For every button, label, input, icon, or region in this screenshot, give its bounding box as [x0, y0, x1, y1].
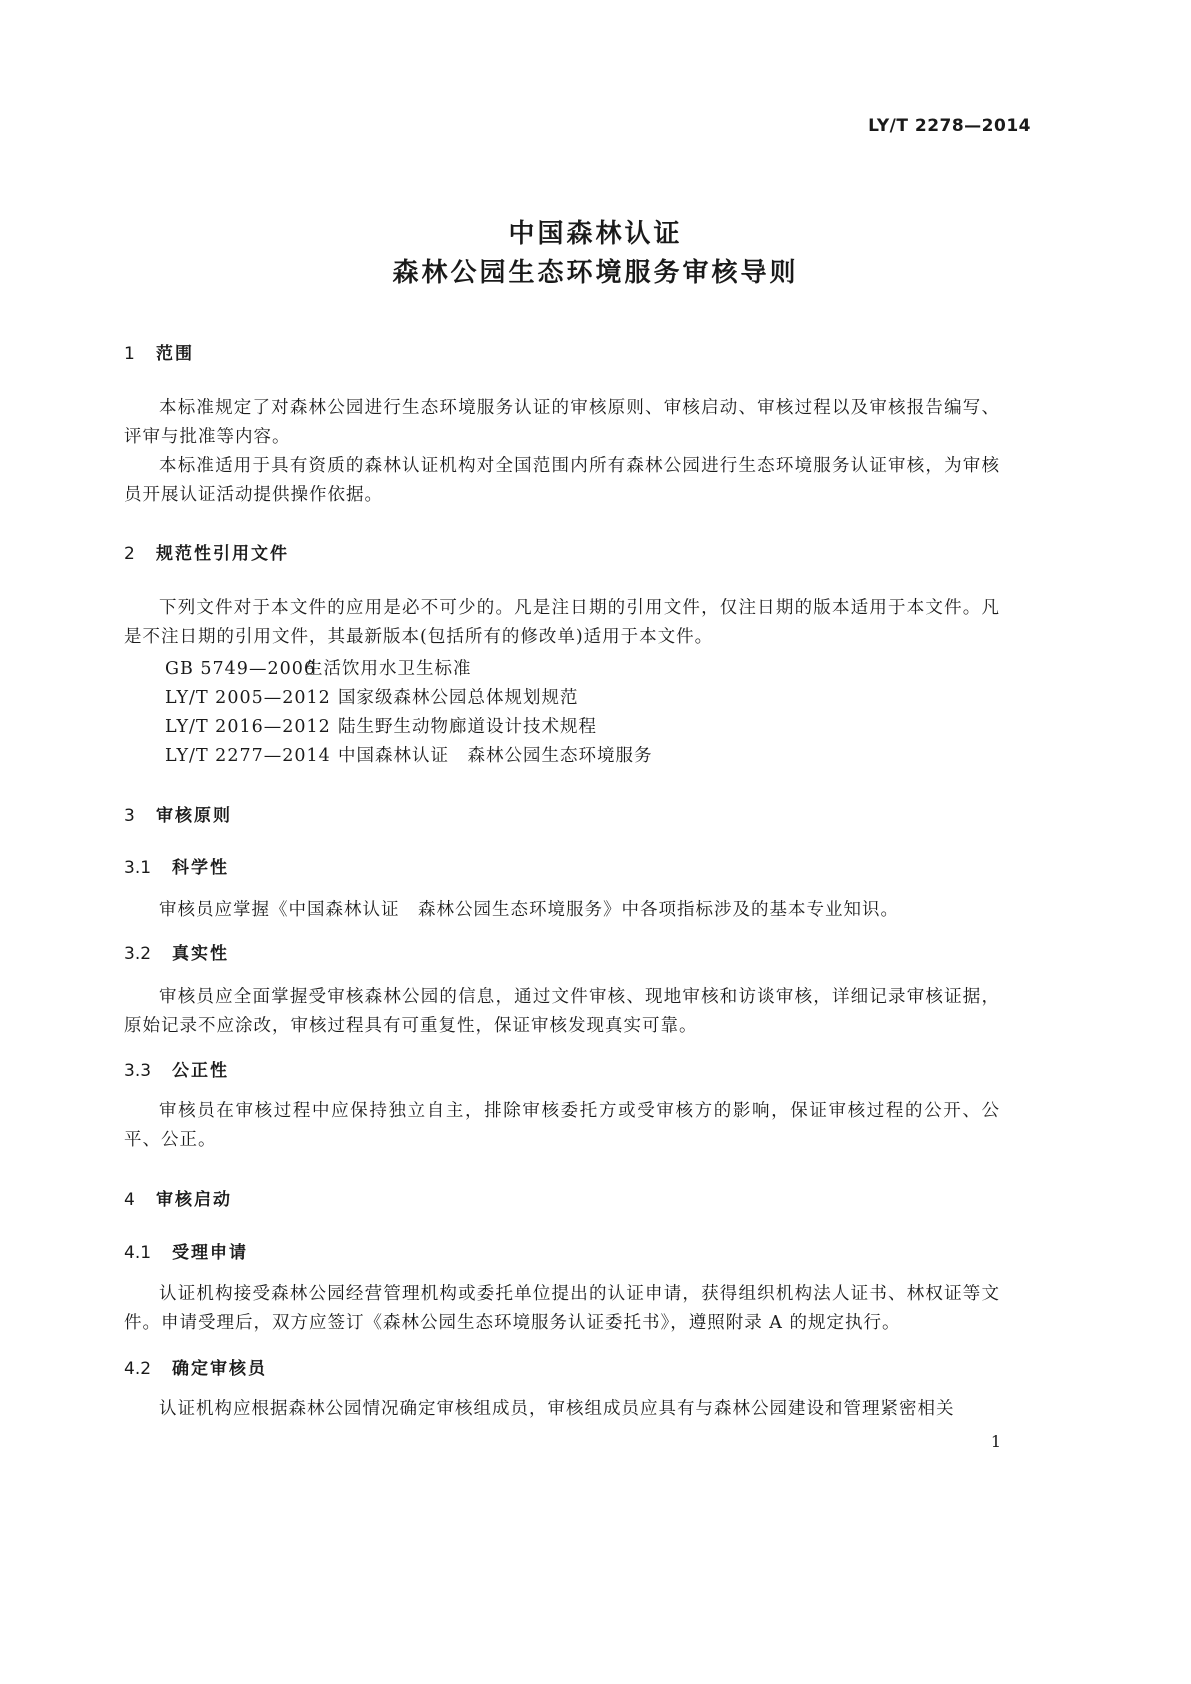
reference-code: GB 5749—2006 [165, 659, 316, 679]
paragraph: 审核员在审核过程中应保持独立自主，排除审核委托方或受审核方的影响，保证审核过程的公开、公平、公正。 [124, 1101, 1000, 1150]
section-number: 3 [124, 806, 135, 826]
section-title: 规范性引用文件 [156, 544, 289, 564]
reference-title: 生活饮用水卫生标准 [305, 659, 472, 679]
paragraph: 本标准适用于具有资质的森林认证机构对全国范围内所有森林公园进行生态环境服务认证审核，为审核员开展认证活动提供操作依据。 [124, 456, 1000, 505]
section-heading-1 [124, 339, 194, 364]
subsection-heading-3-2 [124, 939, 229, 964]
reference-title: 国家级森林公园总体规划规范 [338, 688, 579, 708]
section-number: 2 [124, 544, 135, 564]
reference-code: LY/T 2005—2012 [165, 688, 331, 708]
section-number: 4 [124, 1190, 135, 1210]
document-title-line2: 森林公园生态环境服务审核导则 [392, 258, 799, 288]
subsection-number: 3.1 [124, 858, 152, 878]
subsection-number: 3.3 [124, 1061, 152, 1081]
reference-code: LY/T 2277—2014 [165, 746, 331, 766]
subsection-heading-3-1 [124, 853, 229, 878]
section-title: 范围 [156, 344, 194, 364]
section-title: 审核原则 [156, 806, 232, 826]
page-number: 1 [990, 1432, 1001, 1451]
subsection-heading-3-3 [124, 1056, 229, 1081]
subsection-number: 4.1 [124, 1243, 152, 1263]
subsection-number: 4.2 [124, 1359, 152, 1379]
section-number: 1 [124, 344, 135, 364]
reference-item [165, 655, 472, 680]
paragraph: 下列文件对于本文件的应用是必不可少的。凡是注日期的引用文件，仅注日期的版本适用于本文件。凡是不注日期的引用文件，其最新版本(包括所有的修改单)适用于本文件。 [124, 598, 1000, 647]
section-heading-3 [124, 801, 232, 826]
reference-item [165, 713, 597, 738]
subsection-title: 科学性 [172, 858, 229, 878]
reference-title: 陆生野生动物廊道设计技术规程 [338, 717, 597, 737]
reference-item [165, 742, 653, 767]
paragraph: 本标准规定了对森林公园进行生态环境服务认证的审核原则、审核启动、审核过程以及审核报告编写、评审与批准等内容。 [124, 398, 1000, 447]
subsection-title: 受理申请 [172, 1243, 248, 1263]
subsection-title: 公正性 [172, 1061, 229, 1081]
paragraph: 认证机构应根据森林公园情况确定审核组成员，审核组成员应具有与森林公园建设和管理紧密相关 [159, 1399, 955, 1419]
subsection-heading-4-1 [124, 1238, 248, 1263]
subsection-heading-4-2 [124, 1354, 267, 1379]
section-heading-2 [124, 539, 289, 564]
reference-title: 中国森林认证 森林公园生态环境服务 [338, 746, 653, 766]
reference-code: LY/T 2016—2012 [165, 717, 331, 737]
paragraph: 审核员应全面掌握受审核森林公园的信息，通过文件审核、现地审核和访谈审核，详细记录审核证据，原始记录不应涂改，审核过程具有可重复性，保证审核发现真实可靠。 [124, 987, 1000, 1036]
section-heading-4 [124, 1185, 232, 1210]
subsection-number: 3.2 [124, 944, 152, 964]
document-title-line1: 中国森林认证 [508, 219, 683, 249]
paragraph: 认证机构接受森林公园经营管理机构或委托单位提出的认证申请，获得组织机构法人证书、林权证等文件。申请受理后，双方应签订《森林公园生态环境服务认证委托书》，遵照附录 A 的规定执行。 [124, 1284, 1000, 1333]
reference-item [165, 684, 579, 709]
standard-code: LY/T 2278—2014 [868, 116, 1031, 136]
section-title: 审核启动 [156, 1190, 232, 1210]
subsection-title: 确定审核员 [172, 1359, 267, 1379]
paragraph: 审核员应掌握《中国森林认证 森林公园生态环境服务》中各项指标涉及的基本专业知识。 [159, 900, 899, 920]
subsection-title: 真实性 [172, 944, 229, 964]
